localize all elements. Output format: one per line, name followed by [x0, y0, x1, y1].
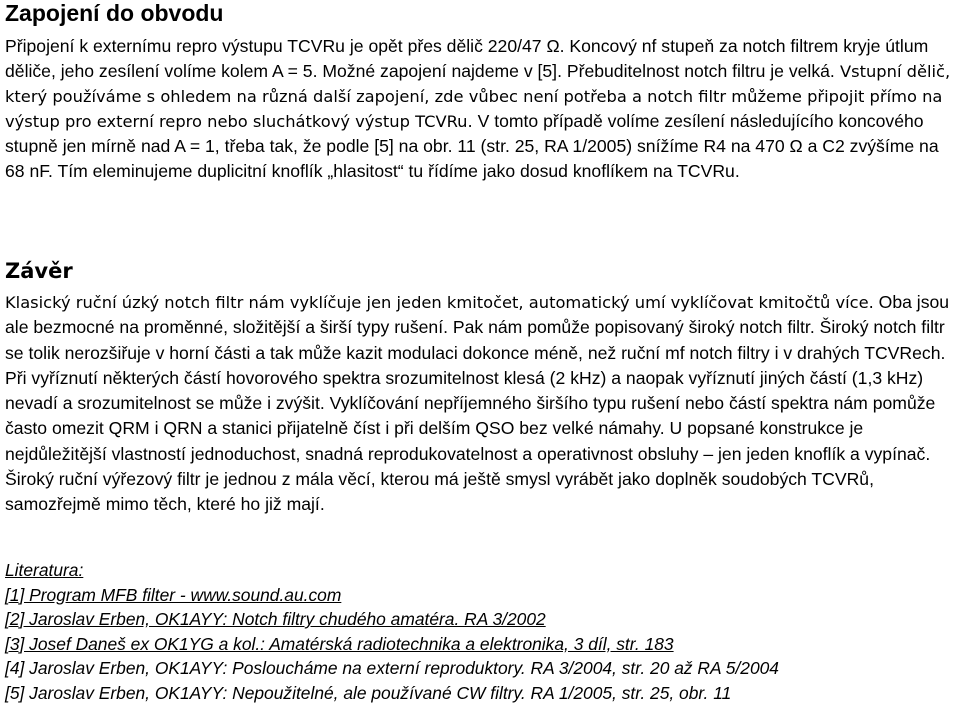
sentence: Klasický ruční úzký notch filtr nám vyklíčuje jen jeden kmitočet, automatický umí vyklíčovat kmitočtů více.: [5, 293, 874, 312]
sentence: Pak nám pomůže popisovaný široký notch filtr.: [448, 317, 815, 338]
literature-item-1[interactable]: [1] Program MFB filter - www.sound.au.com: [5, 584, 342, 605]
paragraph-zapojeni: [5, 34, 955, 185]
sentence: V tomto případě volíme zesílení následujícího koncového stupně jen mírně nad A = 1, třeba tak, že podle [5] na obr. 11 (str. 25, RA 1/2005) snížíme R4 na 470 Ω a C2 zvýšíme na 68 nF.: [5, 110, 939, 182]
literature-item-4: [4] Jaroslav Erben, OK1AYY: Posloucháme na externí reproduktory. RA 3/2004, str. 20 až RA 5/2004: [5, 658, 779, 678]
literature-heading: Literatura:: [5, 560, 84, 580]
paragraph-zaver: [5, 290, 955, 517]
sentence: Oba jsou ale bezmocné na proměnné, složitější a širší typy rušení.: [5, 292, 950, 338]
literature-item-3[interactable]: [3] Josef Daneš ex OK1YG a kol.: Amatérská radiotechnika a elektronika, 3 díl, str. 183: [5, 633, 674, 654]
sentence: Široký notch filtr se tolik nerozšiřuje v horní části a tak může kazit modulaci dokonce méně, než ruční mf notch filtry i v drahých TCVRech.: [5, 317, 946, 363]
section-heading-zapojeni: Zapojení do obvodu: [5, 0, 224, 26]
literature-list: [5, 558, 955, 705]
sentence: Vstupní dělič, který používáme s ohledem na různá další zapojení, zde vůbec není potřeba a notch filtr můžeme připojit přímo na výstup pro externí repro nebo sluchátkový výstup TCVRu.: [5, 62, 951, 131]
sentence: U popsané konstrukce je nejdůležitější vlastností jednoduchost, snadná reprodukovatelnost a operativnost obsluhy – jen jeden knoflík a vypínač.: [5, 418, 931, 464]
sentence: Při vyříznutí některých částí hovorového spektra srozumitelnost klesá (2 kHz) a naopak vyříznutí jiných částí (1,3 kHz) nevadí a srozumitelnost se může i zvýšit.: [5, 367, 924, 413]
section-heading-zaver: Závěr: [5, 259, 73, 283]
sentence: Široký ruční výřezový filtr je jednou z mála věcí, kterou má ještě smysl vyrábět jako doplněk soudobých TCVRů, samozřejmě mimo těch, které ho již mají.: [5, 468, 874, 514]
literature-item-5: [5] Jaroslav Erben, OK1AYY: Nepoužitelné, ale používané CW filtry. RA 1/2005, str. 25, obr. 11: [5, 682, 732, 703]
literature-item-2[interactable]: [2] Jaroslav Erben, OK1AYY: Notch filtry chudého amatéra. RA 3/2002: [5, 609, 546, 629]
sentence: Vyklíčování nepříjemného širšího typu rušení nebo částí spektra nám pomůže často omezit QRM i QRN a stanici přijatelně číst i při delším QSO bez velké námahy.: [5, 393, 936, 439]
sentence: Tím eleminujeme duplicitní knoflík „hlasitost“ tu řídíme jako dosud knoflíkem na TCVRu.: [52, 161, 740, 182]
sentence: Připojení k externímu repro výstupu TCVRu je opět přes dělič 220/47 Ω. Koncový nf stupeň za notch filtrem kryje útlum děliče, jeho zesílení volíme kolem A = 5. Možné zapojení najdeme v [5]. Přebuditelnost notch filtru je velká.: [5, 36, 929, 82]
